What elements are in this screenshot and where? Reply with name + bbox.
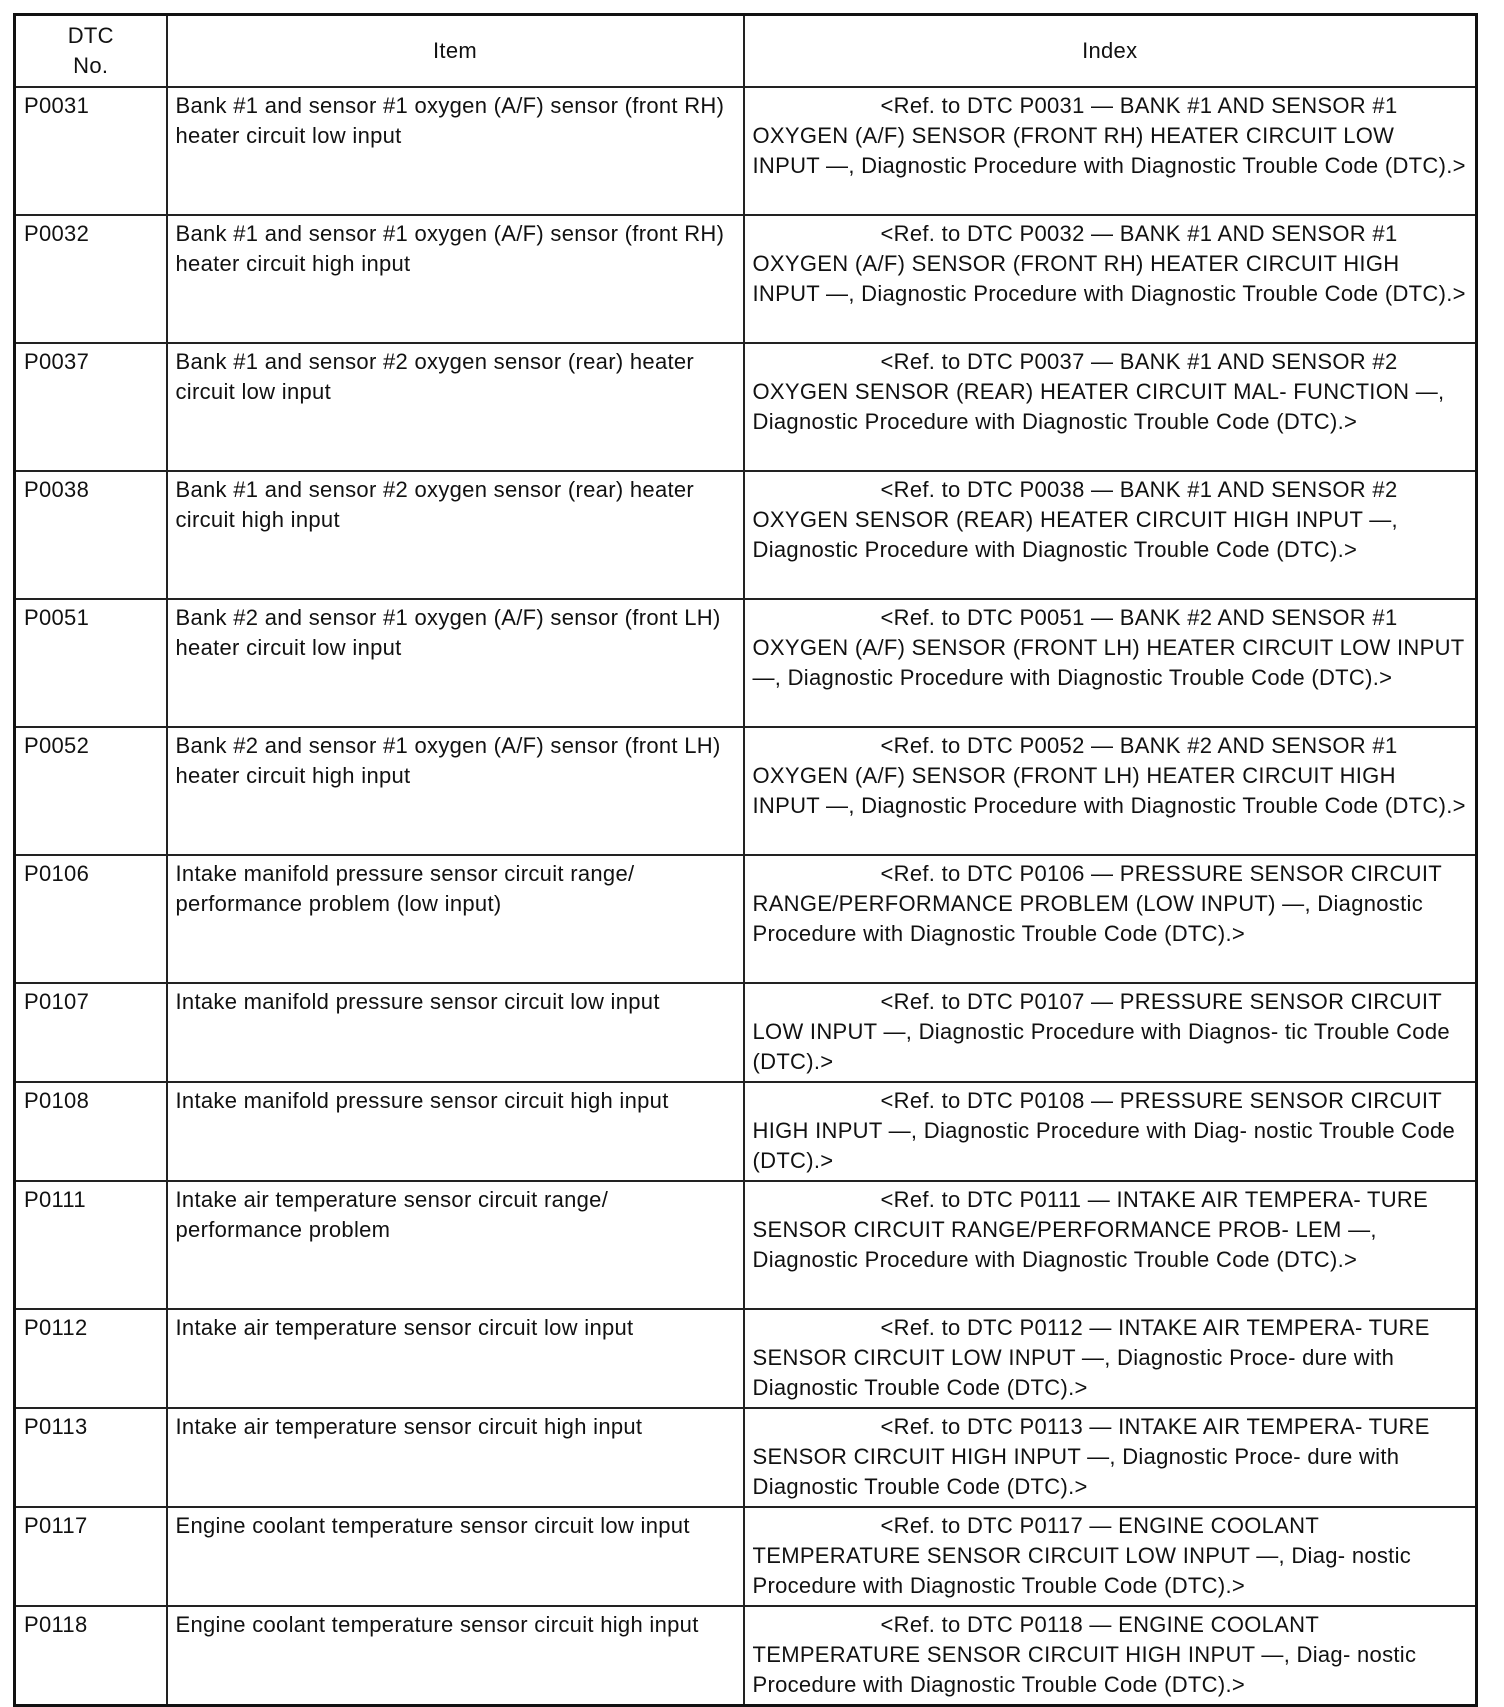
table-row xyxy=(15,215,1477,343)
item-cell: Intake air temperature sensor circuit high input xyxy=(167,1408,744,1507)
dtc-code-cell: P0111 xyxy=(15,1181,167,1309)
item-cell: Intake air temperature sensor circuit low input xyxy=(167,1309,744,1408)
index-reference-cell: <Ref. to DTC P0031 — BANK #1 AND SENSOR #1 OXYGEN (A/F) SENSOR (FRONT RH) HEATER CIRCUIT LOW INPUT —, Diagnostic Procedure with Diagnostic Trouble Code (DTC).> xyxy=(744,87,1477,215)
index-reference-cell: <Ref. to DTC P0112 — INTAKE AIR TEMPERA- TURE SENSOR CIRCUIT LOW INPUT —, Diagnostic Proce- dure with Diagnostic Trouble Code (DTC).> xyxy=(744,1309,1477,1408)
table-row xyxy=(15,1408,1477,1507)
table-row xyxy=(15,343,1477,471)
item-cell: Bank #1 and sensor #1 oxygen (A/F) sensor (front RH) heater circuit high input xyxy=(167,215,744,343)
item-cell: Engine coolant temperature sensor circuit low input xyxy=(167,1507,744,1606)
table-row xyxy=(15,471,1477,599)
index-reference-cell: <Ref. to DTC P0107 — PRESSURE SENSOR CIRCUIT LOW INPUT —, Diagnostic Procedure with Diagnos- tic Trouble Code (DTC).> xyxy=(744,983,1477,1082)
index-reference-cell: <Ref. to DTC P0038 — BANK #1 AND SENSOR #2 OXYGEN SENSOR (REAR) HEATER CIRCUIT HIGH INPUT —, Diagnostic Procedure with Diagnostic Trouble Code (DTC).> xyxy=(744,471,1477,599)
dtc-code-cell: P0117 xyxy=(15,1507,167,1606)
table-row xyxy=(15,1181,1477,1309)
column-header-dtc-no xyxy=(15,15,167,87)
column-header-item: Item xyxy=(167,15,744,87)
dtc-code-cell: P0032 xyxy=(15,215,167,343)
index-reference-cell: <Ref. to DTC P0111 — INTAKE AIR TEMPERA- TURE SENSOR CIRCUIT RANGE/PERFORMANCE PROB- LEM —, Diagnostic Procedure with Diagnostic Trouble Code (DTC).> xyxy=(744,1181,1477,1309)
dtc-code-cell: P0107 xyxy=(15,983,167,1082)
index-reference-cell: <Ref. to DTC P0051 — BANK #2 AND SENSOR #1 OXYGEN (A/F) SENSOR (FRONT LH) HEATER CIRCUIT LOW INPUT —, Diagnostic Procedure with Diagnostic Trouble Code (DTC).> xyxy=(744,599,1477,727)
item-cell: Intake manifold pressure sensor circuit high input xyxy=(167,1082,744,1181)
dtc-code-cell: P0112 xyxy=(15,1309,167,1408)
dtc-code-cell: P0038 xyxy=(15,471,167,599)
dtc-code-cell: P0106 xyxy=(15,855,167,983)
dtc-code-cell: P0037 xyxy=(15,343,167,471)
index-reference-cell: <Ref. to DTC P0113 — INTAKE AIR TEMPERA- TURE SENSOR CIRCUIT HIGH INPUT —, Diagnostic Proce- dure with Diagnostic Trouble Code (DTC).> xyxy=(744,1408,1477,1507)
table-row xyxy=(15,87,1477,215)
dtc-code-cell: P0031 xyxy=(15,87,167,215)
dtc-code-cell: P0108 xyxy=(15,1082,167,1181)
table-row xyxy=(15,727,1477,855)
item-cell: Bank #2 and sensor #1 oxygen (A/F) sensor (front LH) heater circuit high input xyxy=(167,727,744,855)
item-cell: Bank #1 and sensor #2 oxygen sensor (rear) heater circuit low input xyxy=(167,343,744,471)
column-header-index: Index xyxy=(744,15,1477,87)
table-row xyxy=(15,1507,1477,1606)
index-reference-cell: <Ref. to DTC P0118 — ENGINE COOLANT TEMPERATURE SENSOR CIRCUIT HIGH INPUT —, Diag- nostic Procedure with Diagnostic Trouble Code (DTC).> xyxy=(744,1606,1477,1706)
table-row xyxy=(15,599,1477,727)
table-row xyxy=(15,983,1477,1082)
dtc-table xyxy=(13,13,1478,1707)
table-header-row xyxy=(15,15,1477,87)
table-row xyxy=(15,1309,1477,1408)
index-reference-cell: <Ref. to DTC P0052 — BANK #2 AND SENSOR #1 OXYGEN (A/F) SENSOR (FRONT LH) HEATER CIRCUIT HIGH INPUT —, Diagnostic Procedure with Diagnostic Trouble Code (DTC).> xyxy=(744,727,1477,855)
column-header-dtc-no-line1: DTC xyxy=(67,22,114,48)
dtc-code-cell: P0052 xyxy=(15,727,167,855)
index-reference-cell: <Ref. to DTC P0037 — BANK #1 AND SENSOR #2 OXYGEN SENSOR (REAR) HEATER CIRCUIT MAL- FUNCTION —, Diagnostic Procedure with Diagnostic Trouble Code (DTC).> xyxy=(744,343,1477,471)
document-page xyxy=(13,13,1475,1707)
item-cell: Bank #1 and sensor #1 oxygen (A/F) sensor (front RH) heater circuit low input xyxy=(167,87,744,215)
dtc-code-cell: P0113 xyxy=(15,1408,167,1507)
index-reference-cell: <Ref. to DTC P0106 — PRESSURE SENSOR CIRCUIT RANGE/PERFORMANCE PROBLEM (LOW INPUT) —, Diagnostic Procedure with Diagnostic Trouble Code (DTC).> xyxy=(744,855,1477,983)
item-cell: Intake manifold pressure sensor circuit range/ performance problem (low input) xyxy=(167,855,744,983)
table-row xyxy=(15,855,1477,983)
table-row xyxy=(15,1606,1477,1706)
item-cell: Bank #2 and sensor #1 oxygen (A/F) sensor (front LH) heater circuit low input xyxy=(167,599,744,727)
index-reference-cell: <Ref. to DTC P0032 — BANK #1 AND SENSOR #1 OXYGEN (A/F) SENSOR (FRONT RH) HEATER CIRCUIT HIGH INPUT —, Diagnostic Procedure with Diagnostic Trouble Code (DTC).> xyxy=(744,215,1477,343)
index-reference-cell: <Ref. to DTC P0108 — PRESSURE SENSOR CIRCUIT HIGH INPUT —, Diagnostic Procedure with Diag- nostic Trouble Code (DTC).> xyxy=(744,1082,1477,1181)
item-cell: Intake air temperature sensor circuit range/ performance problem xyxy=(167,1181,744,1309)
dtc-code-cell: P0051 xyxy=(15,599,167,727)
dtc-code-cell: P0118 xyxy=(15,1606,167,1706)
item-cell: Engine coolant temperature sensor circuit high input xyxy=(167,1606,744,1706)
table-row xyxy=(15,1082,1477,1181)
item-cell: Intake manifold pressure sensor circuit low input xyxy=(167,983,744,1082)
column-header-dtc-no-line2: No. xyxy=(73,52,109,78)
item-cell: Bank #1 and sensor #2 oxygen sensor (rear) heater circuit high input xyxy=(167,471,744,599)
index-reference-cell: <Ref. to DTC P0117 — ENGINE COOLANT TEMPERATURE SENSOR CIRCUIT LOW INPUT —, Diag- nostic Procedure with Diagnostic Trouble Code (DTC).> xyxy=(744,1507,1477,1606)
